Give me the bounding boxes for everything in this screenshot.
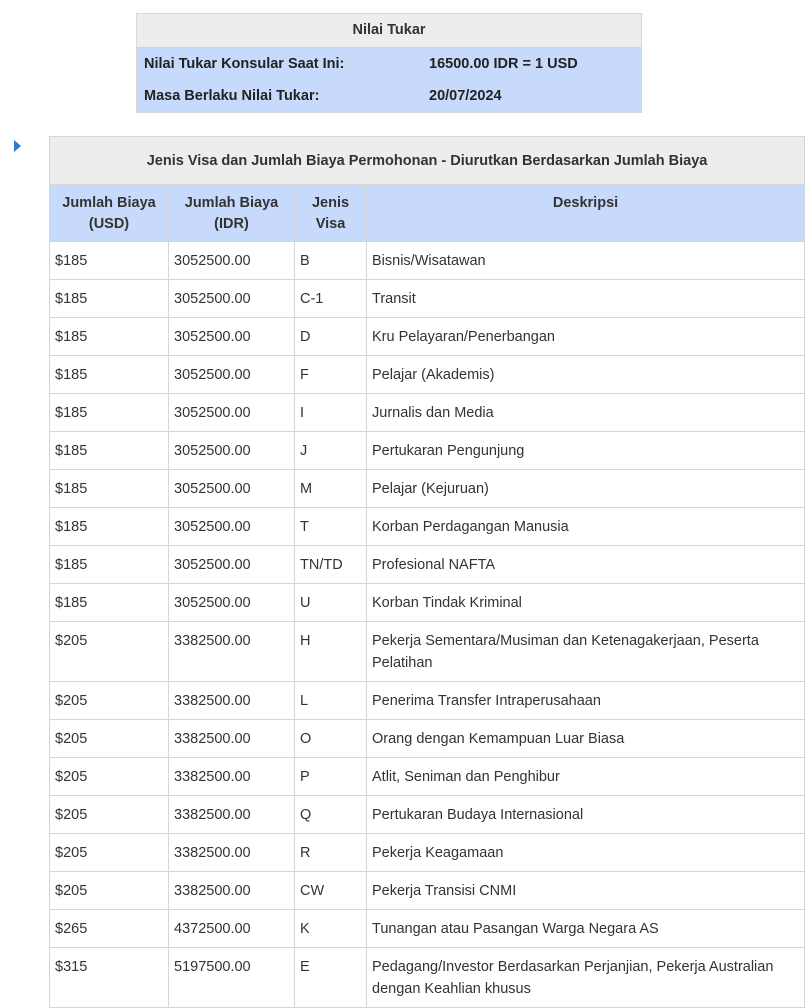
fee-idr-cell: 3052500.00 [169, 242, 295, 280]
fee-usd-cell: $205 [50, 834, 169, 872]
fee-usd-cell: $185 [50, 280, 169, 318]
description-cell: Jurnalis dan Media [367, 394, 805, 432]
current-rate-value: 16500.00 IDR = 1 USD [429, 56, 578, 72]
fee-idr-cell: 3382500.00 [169, 796, 295, 834]
description-cell: Pertukaran Pengunjung [367, 432, 805, 470]
fee-idr-cell: 3382500.00 [169, 758, 295, 796]
description-cell: Atlit, Seniman dan Penghibur [367, 758, 805, 796]
visa-fee-table [49, 136, 805, 1008]
description-cell: Pekerja Transisi CNMI [367, 872, 805, 910]
fee-usd-cell: $185 [50, 432, 169, 470]
fee-usd-cell: $185 [50, 546, 169, 584]
fee-idr-cell: 3382500.00 [169, 872, 295, 910]
visa-type-cell: CW [295, 872, 367, 910]
description-cell: Tunangan atau Pasangan Warga Negara AS [367, 910, 805, 948]
visa-type-cell: TN/TD [295, 546, 367, 584]
visa-type-cell: E [295, 948, 367, 1008]
current-rate-label: Nilai Tukar Konsular Saat Ini: [144, 56, 345, 72]
fee-usd-cell: $185 [50, 394, 169, 432]
rate-validity-row [137, 80, 641, 112]
table-row [50, 834, 805, 872]
fee-idr-cell: 3052500.00 [169, 470, 295, 508]
description-cell: Korban Perdagangan Manusia [367, 508, 805, 546]
visa-type-cell: O [295, 720, 367, 758]
visa-type-cell: K [295, 910, 367, 948]
description-cell: Pelajar (Kejuruan) [367, 470, 805, 508]
description-cell: Bisnis/Wisatawan [367, 242, 805, 280]
fee-idr-cell: 3052500.00 [169, 546, 295, 584]
fee-usd-cell: $185 [50, 356, 169, 394]
visa-type-cell: D [295, 318, 367, 356]
description-cell: Pelajar (Akademis) [367, 356, 805, 394]
description-cell: Penerima Transfer Intraperusahaan [367, 682, 805, 720]
table-row [50, 432, 805, 470]
header-fee-idr: Jumlah Biaya (IDR) [169, 185, 295, 242]
table-row [50, 948, 805, 1008]
fee-idr-cell: 3052500.00 [169, 280, 295, 318]
description-cell: Pekerja Sementara/Musiman dan Ketenagakerjaan, Peserta Pelatihan [367, 622, 805, 682]
fee-idr-cell: 3052500.00 [169, 356, 295, 394]
table-row [50, 910, 805, 948]
table-row [50, 242, 805, 280]
fee-usd-cell: $205 [50, 622, 169, 682]
table-row [50, 872, 805, 910]
description-cell: Korban Tindak Kriminal [367, 584, 805, 622]
visa-type-cell: C-1 [295, 280, 367, 318]
fee-usd-cell: $185 [50, 508, 169, 546]
fee-usd-cell: $205 [50, 872, 169, 910]
visa-type-cell: Q [295, 796, 367, 834]
table-caption: Jenis Visa dan Jumlah Biaya Permohonan - Diurutkan Berdasarkan Jumlah Biaya [50, 137, 805, 185]
visa-type-cell: R [295, 834, 367, 872]
fee-idr-cell: 3382500.00 [169, 622, 295, 682]
description-cell: Pertukaran Budaya Internasional [367, 796, 805, 834]
header-fee-usd: Jumlah Biaya (USD) [50, 185, 169, 242]
fee-usd-cell: $205 [50, 682, 169, 720]
fee-usd-cell: $205 [50, 720, 169, 758]
table-row [50, 796, 805, 834]
visa-type-cell: J [295, 432, 367, 470]
visa-type-cell: P [295, 758, 367, 796]
description-cell: Orang dengan Kemampuan Luar Biasa [367, 720, 805, 758]
table-row [50, 318, 805, 356]
table-row [50, 720, 805, 758]
fee-usd-cell: $185 [50, 242, 169, 280]
fee-idr-cell: 4372500.00 [169, 910, 295, 948]
fee-idr-cell: 3382500.00 [169, 682, 295, 720]
fee-idr-cell: 5197500.00 [169, 948, 295, 1008]
table-row [50, 758, 805, 796]
rate-validity-label: Masa Berlaku Nilai Tukar: [144, 88, 320, 104]
table-row [50, 280, 805, 318]
fee-idr-cell: 3052500.00 [169, 432, 295, 470]
rate-validity-value: 20/07/2024 [429, 88, 502, 104]
fee-idr-cell: 3052500.00 [169, 318, 295, 356]
visa-type-cell: I [295, 394, 367, 432]
current-rate-row [137, 48, 641, 80]
fee-idr-cell: 3382500.00 [169, 834, 295, 872]
header-visa-type: Jenis Visa [295, 185, 367, 242]
fee-usd-cell: $205 [50, 758, 169, 796]
description-cell: Pedagang/Investor Berdasarkan Perjanjian, Pekerja Australian dengan Keahlian khusus [367, 948, 805, 1008]
fee-idr-cell: 3382500.00 [169, 720, 295, 758]
fee-usd-cell: $185 [50, 318, 169, 356]
description-cell: Profesional NAFTA [367, 546, 805, 584]
fee-usd-cell: $205 [50, 796, 169, 834]
visa-type-cell: L [295, 682, 367, 720]
fee-usd-cell: $185 [50, 584, 169, 622]
table-row [50, 584, 805, 622]
exchange-rate-title: Nilai Tukar [137, 14, 641, 48]
visa-type-cell: H [295, 622, 367, 682]
table-row [50, 508, 805, 546]
visa-type-cell: B [295, 242, 367, 280]
fee-usd-cell: $265 [50, 910, 169, 948]
visa-type-cell: U [295, 584, 367, 622]
table-row [50, 394, 805, 432]
header-description: Deskripsi [367, 185, 805, 242]
fee-idr-cell: 3052500.00 [169, 508, 295, 546]
visa-type-cell: M [295, 470, 367, 508]
exchange-rate-box [136, 13, 642, 113]
table-header-row [50, 185, 805, 242]
fee-idr-cell: 3052500.00 [169, 394, 295, 432]
visa-type-cell: F [295, 356, 367, 394]
description-cell: Pekerja Keagamaan [367, 834, 805, 872]
fee-idr-cell: 3052500.00 [169, 584, 295, 622]
fee-usd-cell: $185 [50, 470, 169, 508]
table-row [50, 356, 805, 394]
table-row [50, 622, 805, 682]
expand-arrow-icon[interactable] [14, 140, 21, 152]
table-row [50, 470, 805, 508]
description-cell: Kru Pelayaran/Penerbangan [367, 318, 805, 356]
description-cell: Transit [367, 280, 805, 318]
table-row [50, 546, 805, 584]
table-row [50, 682, 805, 720]
visa-type-cell: T [295, 508, 367, 546]
fee-usd-cell: $315 [50, 948, 169, 1008]
